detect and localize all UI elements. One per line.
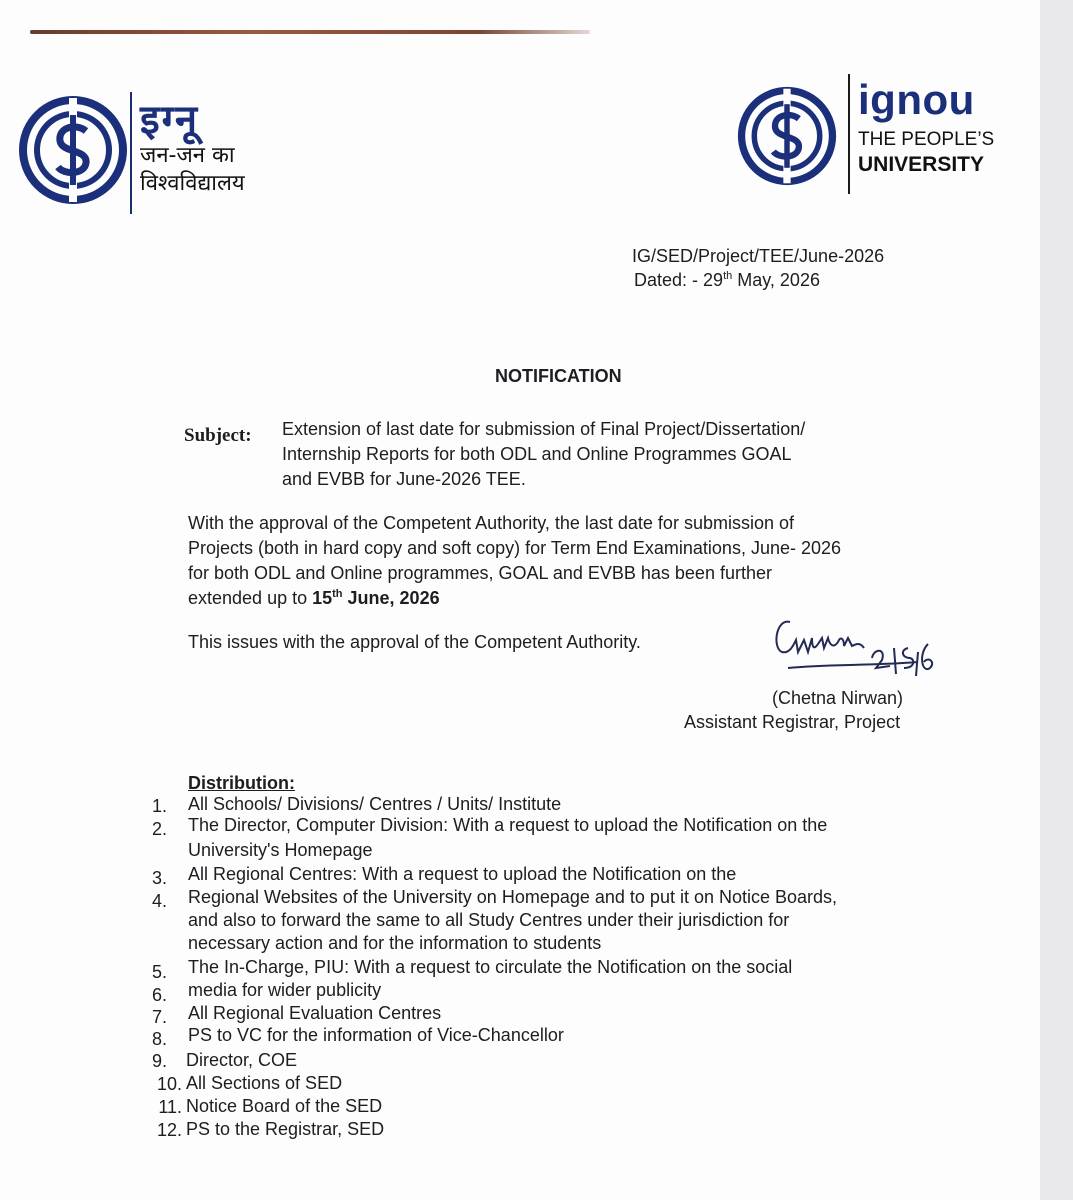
english-wordmark [858, 78, 994, 178]
list-item: All Schools/ Divisions/ Centres / Units/ Institute [188, 794, 562, 814]
date-prefix: Dated: - 29 [634, 270, 724, 290]
body-last-line [188, 588, 440, 609]
signatory-name: (Chetna Nirwan) [772, 688, 904, 708]
list-item-number: 3. [151, 868, 167, 888]
ignou-emblem-right-icon [737, 86, 837, 186]
body-line: With the approval of the Competent Authority, the last date for submission of [188, 513, 794, 533]
list-item-number: 8. [151, 1029, 167, 1049]
subject-line: Internship Reports for both ODL and Online Programmes GOAL [282, 444, 792, 464]
signatory-designation: Assistant Registrar, Project [684, 712, 901, 732]
list-item: All Sections of SED [186, 1073, 343, 1093]
hindi-wordmark [140, 98, 245, 198]
list-item: and also to forward the same to all Study Centres under their jurisdiction for [188, 910, 790, 930]
body-line: Projects (both in hard copy and soft copy) for Term End Examinations, June- 2026 [188, 538, 842, 558]
list-item: Director, COE [186, 1050, 298, 1070]
last-date-day: 15 [312, 588, 333, 608]
subject-label: Subject: [184, 425, 252, 446]
list-item-number: 5. [151, 962, 167, 982]
date-sup: th [723, 270, 733, 282]
english-tagline-2: UNIVERSITY [858, 153, 985, 176]
logo-divider [848, 74, 850, 194]
list-item: media for wider publicity [188, 980, 382, 1000]
list-item: necessary action and for the information to students [188, 933, 602, 953]
last-date [312, 588, 439, 608]
list-item: PS to the Registrar, SED [186, 1119, 385, 1139]
hindi-tagline-1: जन-जन का [140, 143, 235, 168]
english-tagline-1: THE PEOPLE’S [858, 129, 995, 150]
date-suffix: May, 2026 [732, 270, 820, 290]
list-item-number: 2. [151, 819, 167, 839]
hindi-tagline-2: विश्वविद्यालय [140, 171, 245, 196]
list-item: All Regional Centres: With a request to upload the Notification on the [188, 864, 737, 884]
page-margin [1040, 0, 1073, 1200]
list-item-number: 10. [156, 1074, 182, 1094]
list-item: All Regional Evaluation Centres [188, 1003, 442, 1023]
ignou-emblem-left-icon [18, 95, 128, 205]
notification-title: NOTIFICATION [495, 366, 622, 386]
list-item-number: 7. [151, 1007, 167, 1027]
reference-number: IG/SED/Project/TEE/June-2026 [632, 246, 885, 266]
list-item-number: 11. [158, 1097, 182, 1117]
list-item: The In-Charge, PIU: With a request to circulate the Notification on the social [188, 957, 793, 977]
subject-line: and EVBB for June-2026 TEE. [282, 469, 526, 489]
list-item-number: 9. [151, 1051, 167, 1071]
list-item-number: 1. [151, 796, 167, 816]
handwritten-signature [768, 608, 938, 688]
logo-divider [130, 92, 132, 214]
header-rule [30, 30, 590, 34]
approval-line: This issues with the approval of the Competent Authority. [188, 632, 641, 652]
subject-line: Extension of last date for submission of Final Project/Dissertation/ [282, 419, 806, 439]
body-last-prefix: extended up to [188, 588, 313, 608]
list-item: Notice Board of the SED [186, 1096, 383, 1116]
body-line: for both ODL and Online programmes, GOAL and EVBB has been further [188, 563, 772, 583]
hindi-title: इग्नू [140, 97, 200, 143]
distribution-heading: Distribution: [188, 773, 295, 793]
list-item: PS to VC for the information of Vice-Chancellor [188, 1025, 564, 1045]
list-item-number: 6. [151, 985, 167, 1005]
list-item: Regional Websites of the University on Homepage and to put it on Notice Boards, [188, 887, 838, 907]
list-item-number: 12. [156, 1120, 182, 1140]
reference-date [634, 270, 820, 291]
list-item: University's Homepage [188, 840, 373, 860]
list-item-number: 4. [151, 891, 167, 911]
last-date-sup: th [332, 588, 343, 600]
english-title: ignou [858, 76, 975, 123]
list-item: The Director, Computer Division: With a request to upload the Notification on the [188, 815, 828, 835]
last-date-rest: June, 2026 [342, 588, 440, 608]
